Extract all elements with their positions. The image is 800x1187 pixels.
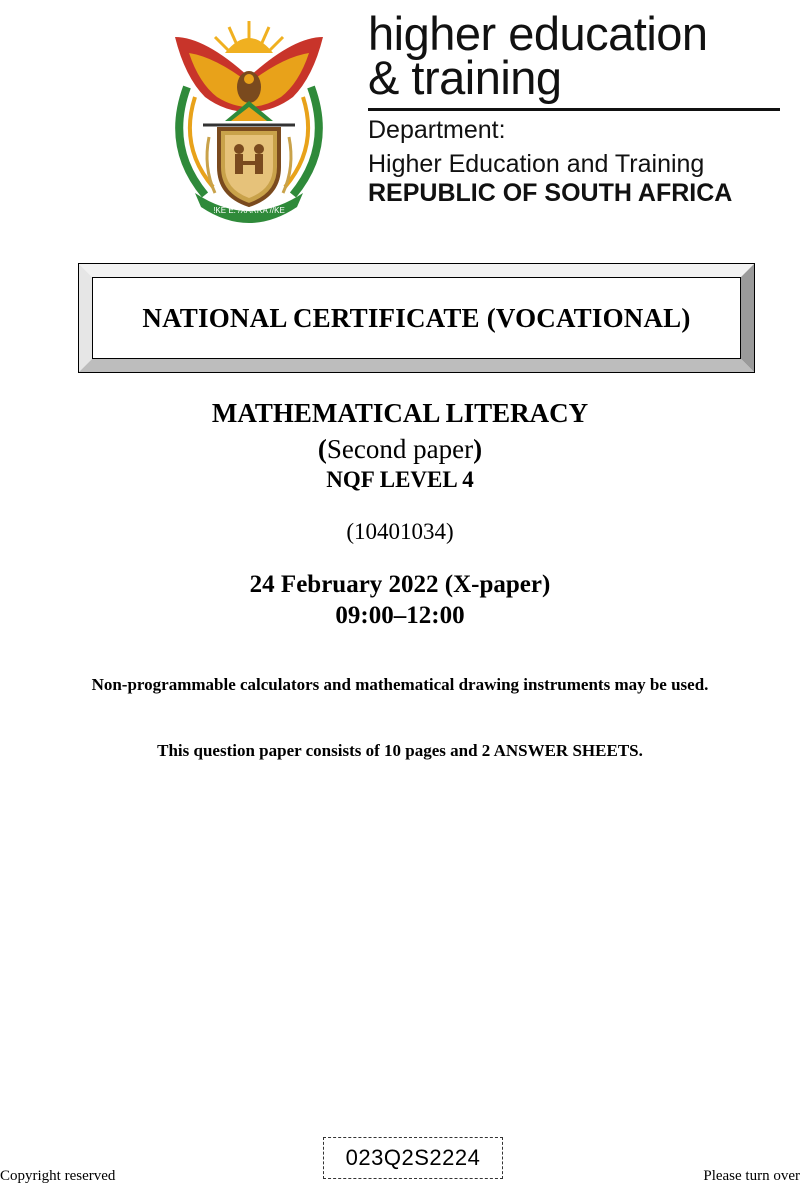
brand-divider: [368, 108, 780, 111]
motto-text: !KE E: /XARRA //KE: [213, 206, 285, 215]
exam-date: 24 February 2022 (X-paper): [249, 571, 551, 598]
page-count-instruction: This question paper consists of 10 pages and 2 ANSWER SHEETS.: [157, 741, 643, 760]
department-label: Department:: [368, 116, 506, 144]
country-name: REPUBLIC OF SOUTH AFRICA: [368, 179, 733, 207]
department-name: Higher Education and Training: [368, 150, 705, 178]
turn-over-notice: Please turn over: [703, 1168, 800, 1184]
subject-code: (10401034): [346, 519, 454, 544]
coat-of-arms-logo: [165, 17, 333, 225]
nqf-level: NQF LEVEL 4: [326, 467, 474, 492]
certificate-title: NATIONAL CERTIFICATE (VOCATIONAL): [142, 302, 691, 333]
brand-line-1: higher education: [368, 7, 708, 60]
calculator-instruction: Non-programmable calculators and mathematical drawing instruments may be used.: [91, 675, 709, 694]
exam-time: 09:00–12:00: [335, 602, 465, 629]
paper-label: (Second paper): [317, 434, 483, 464]
department-branding: [368, 7, 788, 208]
certificate-title-frame: [78, 263, 755, 373]
subject-title: MATHEMATICAL LITERACY: [211, 398, 589, 428]
copyright-notice: Copyright reserved: [0, 1168, 116, 1184]
paper-reference-code: 023Q2S2224: [323, 1137, 503, 1179]
brand-line-2: & training: [368, 51, 562, 104]
